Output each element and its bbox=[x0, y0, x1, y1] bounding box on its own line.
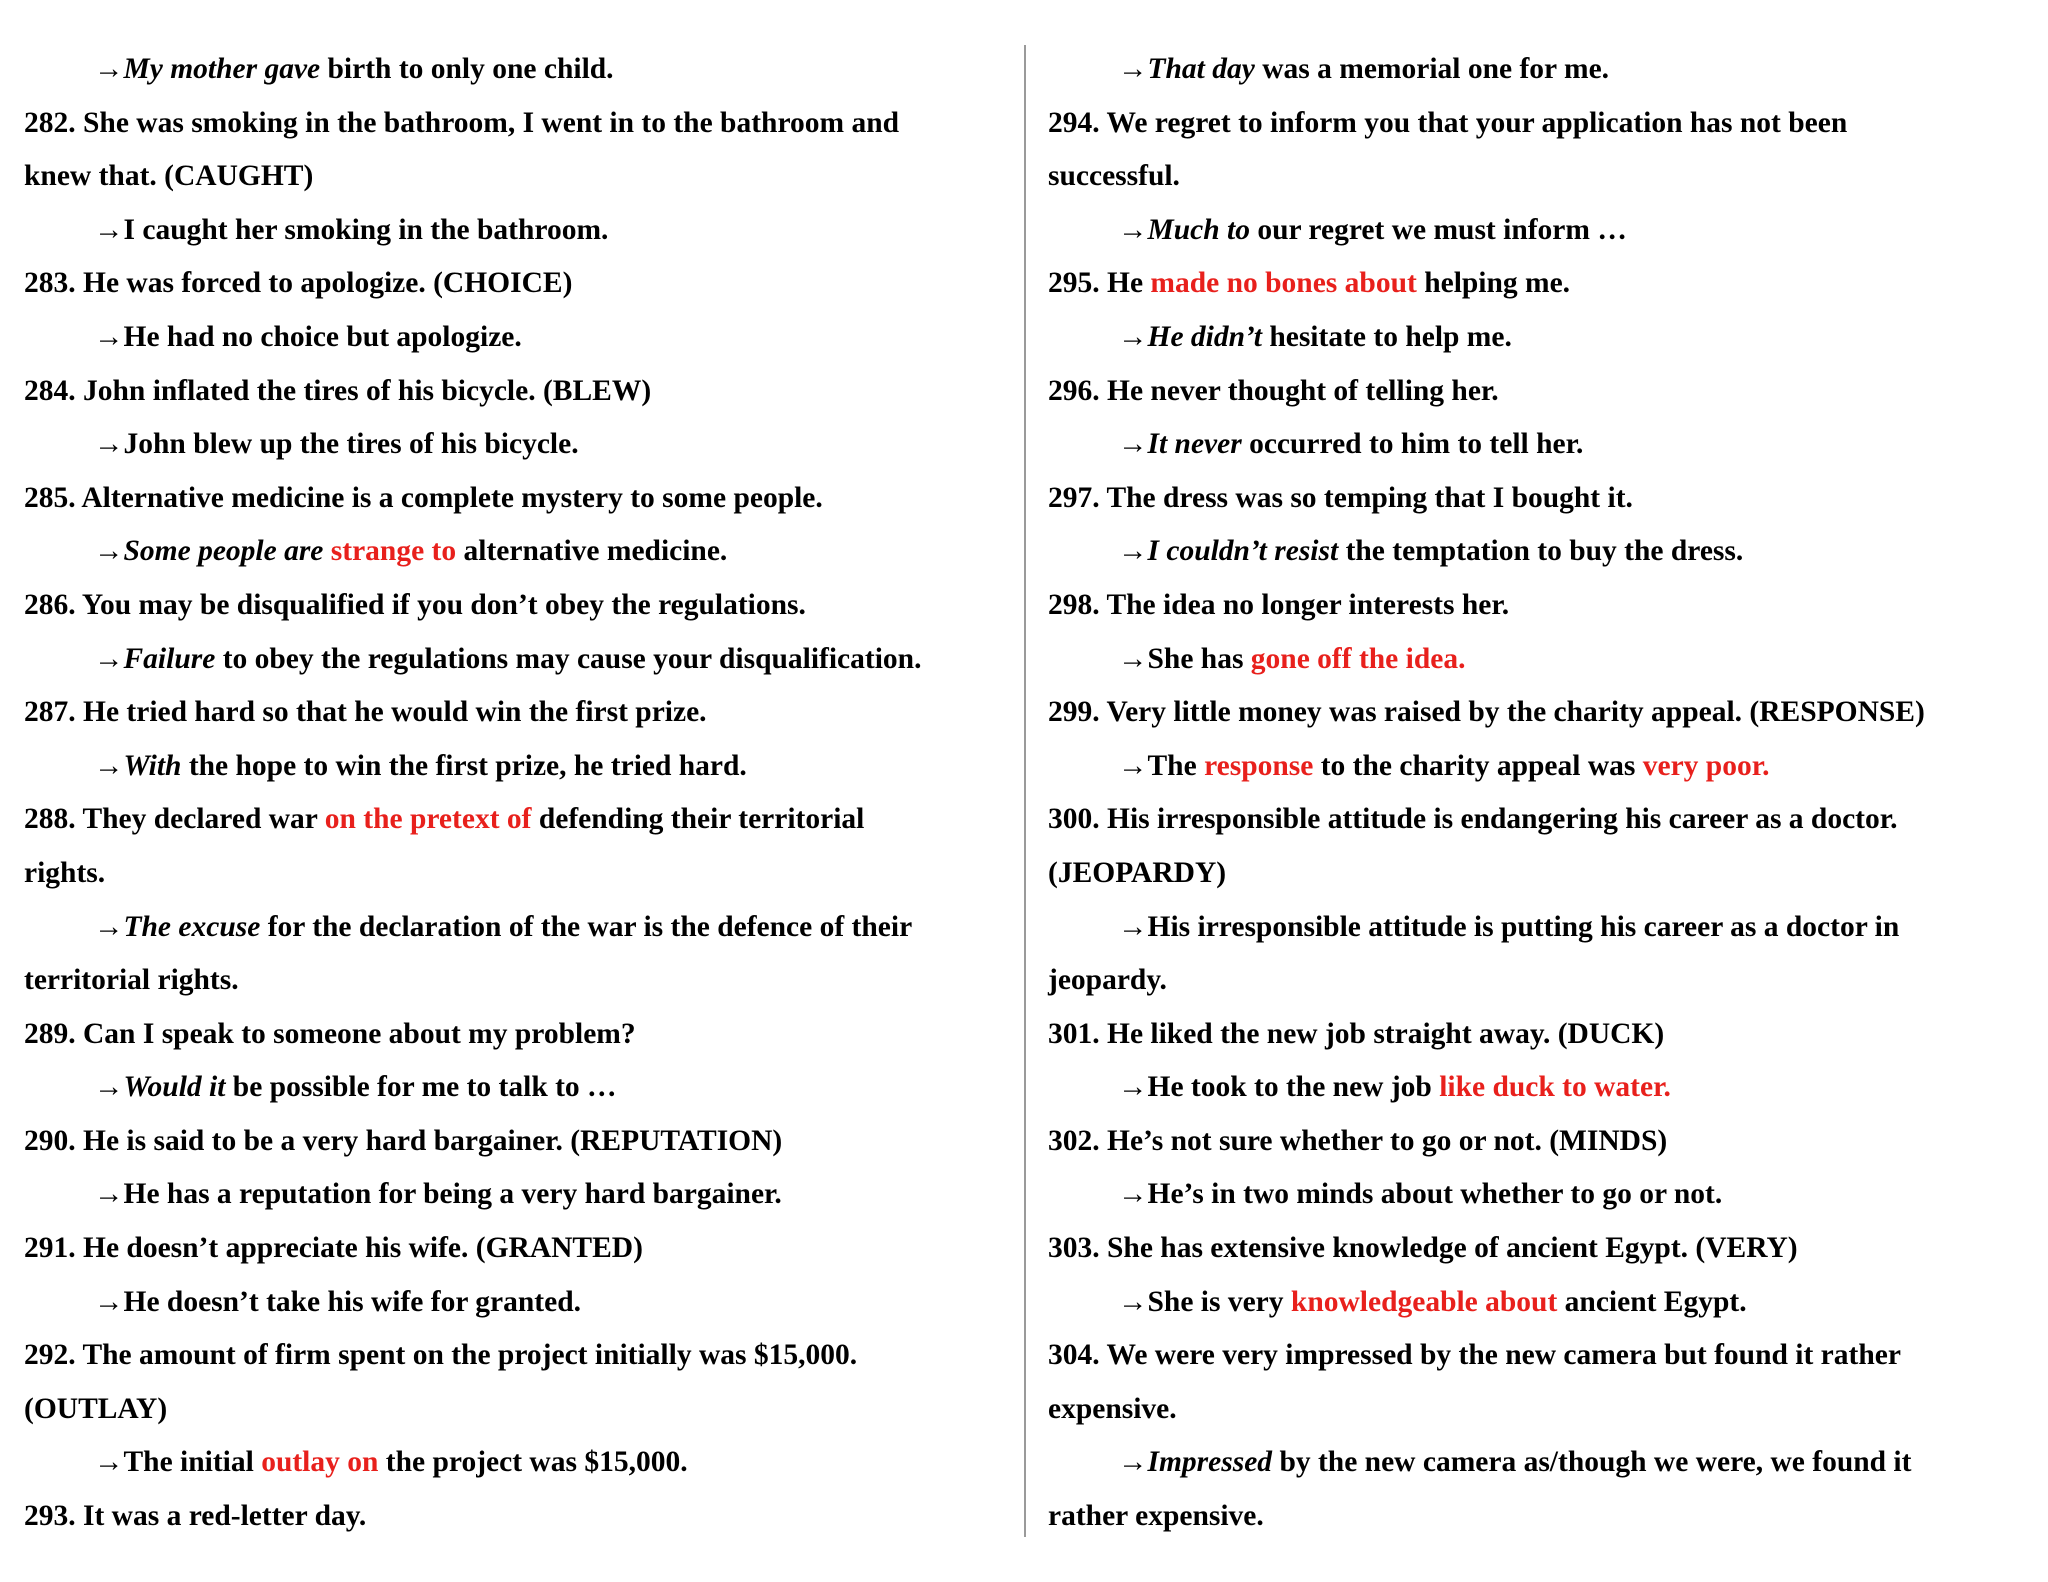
answer-line bbox=[24, 1061, 1014, 1115]
text-segment: (JEOPARDY) bbox=[1048, 856, 1227, 889]
continuation-line bbox=[24, 150, 1014, 204]
text-segment: jeopardy. bbox=[1048, 964, 1167, 997]
text-segment: 284. John inflated the tires of his bicycle. (BLEW) bbox=[24, 374, 652, 407]
left-column bbox=[24, 43, 1014, 1544]
answer-line bbox=[24, 901, 1014, 955]
text-segment: (OUTLAY) bbox=[24, 1392, 168, 1425]
continuation-line bbox=[1048, 847, 2033, 901]
text-segment: 286. You may be disqualified if you don’t obey the regulations. bbox=[24, 588, 806, 621]
answer-line bbox=[24, 43, 1014, 97]
text-segment: → bbox=[1118, 428, 1148, 461]
highlighted-phrase: strange to bbox=[330, 535, 457, 568]
continuation-line bbox=[24, 1383, 1014, 1437]
text-segment: 282. She was smoking in the bathroom, I went in to the bathroom and bbox=[24, 106, 900, 139]
text-segment: 298. The idea no longer interests her. bbox=[1048, 588, 1510, 621]
question-line bbox=[1048, 1329, 2033, 1383]
text-segment: 289. Can I speak to someone about my problem? bbox=[24, 1017, 636, 1050]
italic-phrase: It never bbox=[1147, 428, 1242, 461]
answer-line bbox=[1048, 525, 2033, 579]
highlighted-phrase: gone off the idea. bbox=[1250, 642, 1466, 675]
text-segment: occurred to him to tell her. bbox=[1241, 428, 1584, 461]
text-segment: rather expensive. bbox=[1048, 1500, 1264, 1533]
continuation-line bbox=[24, 954, 1014, 1008]
question-line bbox=[1048, 1115, 2033, 1169]
text-segment: rights. bbox=[24, 856, 106, 889]
text-segment: →He doesn’t take his wife for granted. bbox=[94, 1285, 581, 1318]
highlighted-phrase: knowledgeable about bbox=[1290, 1285, 1558, 1318]
highlighted-phrase: made no bones about bbox=[1150, 267, 1417, 300]
text-segment: the temptation to buy the dress. bbox=[1338, 535, 1744, 568]
question-line bbox=[24, 1008, 1014, 1062]
answer-line bbox=[24, 633, 1014, 687]
text-segment: by the new camera as/though we were, we found it bbox=[1272, 1446, 1912, 1479]
continuation-line bbox=[1048, 150, 2033, 204]
answer-line bbox=[1048, 901, 2033, 955]
answer-line bbox=[1048, 418, 2033, 472]
highlighted-phrase: response bbox=[1204, 749, 1314, 782]
text-segment: defending their territorial bbox=[531, 803, 865, 836]
text-segment: alternative medicine. bbox=[456, 535, 728, 568]
text-segment: to obey the regulations may cause your disqualification. bbox=[215, 642, 922, 675]
text-segment: →The initial bbox=[94, 1446, 262, 1479]
question-line bbox=[1048, 257, 2033, 311]
italic-phrase: He didn’t bbox=[1147, 320, 1262, 353]
question-line bbox=[1048, 365, 2033, 419]
answer-line bbox=[24, 1168, 1014, 1222]
text-segment: 294. We regret to inform you that your application has not been bbox=[1048, 106, 1848, 139]
text-segment: 302. He’s not sure whether to go or not. (MINDS) bbox=[1048, 1124, 1668, 1157]
question-line bbox=[1048, 793, 2033, 847]
highlighted-phrase: outlay on bbox=[261, 1446, 379, 1479]
question-line bbox=[1048, 579, 2033, 633]
text-segment: hesitate to help me. bbox=[1261, 320, 1512, 353]
question-line bbox=[24, 1222, 1014, 1276]
text-segment: → bbox=[94, 910, 124, 943]
text-segment: for the declaration of the war is the defence of their bbox=[260, 910, 913, 943]
answer-line bbox=[1048, 1276, 2033, 1330]
text-segment: birth to only one child. bbox=[320, 53, 614, 85]
answer-line bbox=[24, 204, 1014, 258]
question-line bbox=[1048, 1222, 2033, 1276]
answer-line bbox=[1048, 311, 2033, 365]
continuation-line bbox=[24, 847, 1014, 901]
text-segment: 288. They declared war bbox=[24, 803, 325, 836]
text-segment: 304. We were very impressed by the new camera but found it rather bbox=[1048, 1339, 1901, 1372]
right-column bbox=[1048, 43, 2033, 1544]
text-segment: →He has a reputation for being a very hard bargainer. bbox=[94, 1178, 782, 1211]
text-segment: 301. He liked the new job straight away. (DUCK) bbox=[1048, 1017, 1665, 1050]
italic-phrase: Much to bbox=[1147, 213, 1250, 246]
answer-line bbox=[1048, 633, 2033, 687]
italic-phrase: With bbox=[123, 749, 182, 782]
text-segment: → bbox=[94, 642, 124, 675]
question-line bbox=[24, 365, 1014, 419]
question-line bbox=[24, 686, 1014, 740]
text-segment: 292. The amount of firm spent on the project initially was $15,000. bbox=[24, 1339, 858, 1372]
highlighted-phrase: very poor. bbox=[1642, 749, 1770, 782]
text-segment: → bbox=[1118, 53, 1148, 85]
text-segment: → bbox=[1118, 320, 1148, 353]
question-line bbox=[24, 97, 1014, 151]
text-segment: → bbox=[94, 53, 124, 85]
italic-phrase: That day bbox=[1147, 53, 1255, 85]
text-segment: → bbox=[1118, 535, 1148, 568]
highlighted-phrase: like duck to water. bbox=[1439, 1071, 1671, 1104]
italic-phrase: I couldn’t resist bbox=[1147, 535, 1339, 568]
answer-line bbox=[24, 418, 1014, 472]
question-line bbox=[1048, 97, 2033, 151]
text-segment: ancient Egypt. bbox=[1557, 1285, 1747, 1318]
text-segment: 299. Very little money was raised by the charity appeal. (RESPONSE) bbox=[1048, 696, 1925, 729]
answer-line bbox=[24, 740, 1014, 794]
column-divider bbox=[1024, 45, 1026, 1537]
continuation-line bbox=[1048, 954, 2033, 1008]
answer-line bbox=[1048, 1436, 2033, 1490]
text-segment: territorial rights. bbox=[24, 964, 239, 997]
text-segment: 295. He bbox=[1048, 267, 1151, 300]
question-line bbox=[24, 472, 1014, 526]
text-segment: 291. He doesn’t appreciate his wife. (GRANTED) bbox=[24, 1232, 643, 1265]
italic-phrase: Would it bbox=[123, 1071, 226, 1104]
text-segment: the project was $15,000. bbox=[378, 1446, 688, 1479]
answer-line bbox=[1048, 1168, 2033, 1222]
text-segment: →He had no choice but apologize. bbox=[94, 320, 522, 353]
text-segment: →John blew up the tires of his bicycle. bbox=[94, 428, 579, 461]
text-segment: knew that. (CAUGHT) bbox=[24, 160, 314, 193]
text-segment: 293. It was a red-letter day. bbox=[24, 1500, 367, 1533]
text-segment: → bbox=[1118, 1446, 1148, 1479]
answer-line bbox=[1048, 204, 2033, 258]
answer-line bbox=[1048, 43, 2033, 97]
text-segment: 285. Alternative medicine is a complete mystery to some people. bbox=[24, 481, 823, 514]
text-segment: 297. The dress was so temping that I bought it. bbox=[1048, 481, 1633, 514]
text-segment: →She has bbox=[1118, 642, 1251, 675]
italic-phrase: Some people are bbox=[123, 535, 324, 568]
question-line bbox=[1048, 472, 2033, 526]
question-line bbox=[24, 793, 1014, 847]
text-segment: expensive. bbox=[1048, 1392, 1177, 1425]
text-segment bbox=[323, 535, 330, 567]
answer-line bbox=[24, 1436, 1014, 1490]
question-line bbox=[24, 579, 1014, 633]
text-segment: → bbox=[1118, 213, 1148, 246]
answer-line bbox=[1048, 740, 2033, 794]
question-line bbox=[24, 1329, 1014, 1383]
text-segment: → bbox=[94, 1071, 124, 1104]
answer-line bbox=[24, 525, 1014, 579]
highlighted-phrase: on the pretext of bbox=[324, 803, 532, 836]
text-segment: →She is very bbox=[1118, 1285, 1291, 1318]
text-segment: successful. bbox=[1048, 160, 1180, 193]
continuation-line bbox=[1048, 1490, 2033, 1544]
italic-phrase: The excuse bbox=[123, 910, 261, 943]
text-segment: →He’s in two minds about whether to go or not. bbox=[1118, 1178, 1723, 1211]
answer-line bbox=[24, 311, 1014, 365]
text-segment: →His irresponsible attitude is putting his career as a doctor in bbox=[1118, 910, 1900, 943]
text-segment: 303. She has extensive knowledge of ancient Egypt. (VERY) bbox=[1048, 1232, 1798, 1265]
text-segment: to the charity appeal was bbox=[1313, 749, 1643, 782]
continuation-line bbox=[1048, 1383, 2033, 1437]
question-line bbox=[24, 1115, 1014, 1169]
question-line bbox=[24, 257, 1014, 311]
text-segment: 290. He is said to be a very hard bargainer. (REPUTATION) bbox=[24, 1124, 783, 1157]
text-segment: → bbox=[94, 535, 124, 568]
text-segment: was a memorial one for me. bbox=[1254, 53, 1610, 85]
question-line bbox=[1048, 686, 2033, 740]
text-segment: →The bbox=[1118, 749, 1205, 782]
text-segment: 296. He never thought of telling her. bbox=[1048, 374, 1499, 407]
text-segment: helping me. bbox=[1416, 267, 1571, 300]
italic-phrase: My mother gave bbox=[123, 53, 321, 85]
text-segment: 283. He was forced to apologize. (CHOICE) bbox=[24, 267, 573, 300]
text-segment: 300. His irresponsible attitude is endangering his career as a doctor. bbox=[1048, 803, 1898, 836]
answer-line bbox=[24, 1276, 1014, 1330]
italic-phrase: Failure bbox=[123, 642, 216, 675]
text-segment: our regret we must inform … bbox=[1249, 213, 1627, 246]
text-segment: be possible for me to talk to … bbox=[225, 1071, 617, 1104]
text-segment: the hope to win the first prize, he tried hard. bbox=[181, 749, 747, 782]
text-segment: 287. He tried hard so that he would win the first prize. bbox=[24, 696, 707, 729]
answer-line bbox=[1048, 1061, 2033, 1115]
italic-phrase: Impressed bbox=[1147, 1446, 1273, 1479]
text-segment: →I caught her smoking in the bathroom. bbox=[94, 213, 609, 246]
text-segment: →He took to the new job bbox=[1118, 1071, 1440, 1104]
text-segment: → bbox=[94, 749, 124, 782]
question-line bbox=[24, 1490, 1014, 1544]
question-line bbox=[1048, 1008, 2033, 1062]
